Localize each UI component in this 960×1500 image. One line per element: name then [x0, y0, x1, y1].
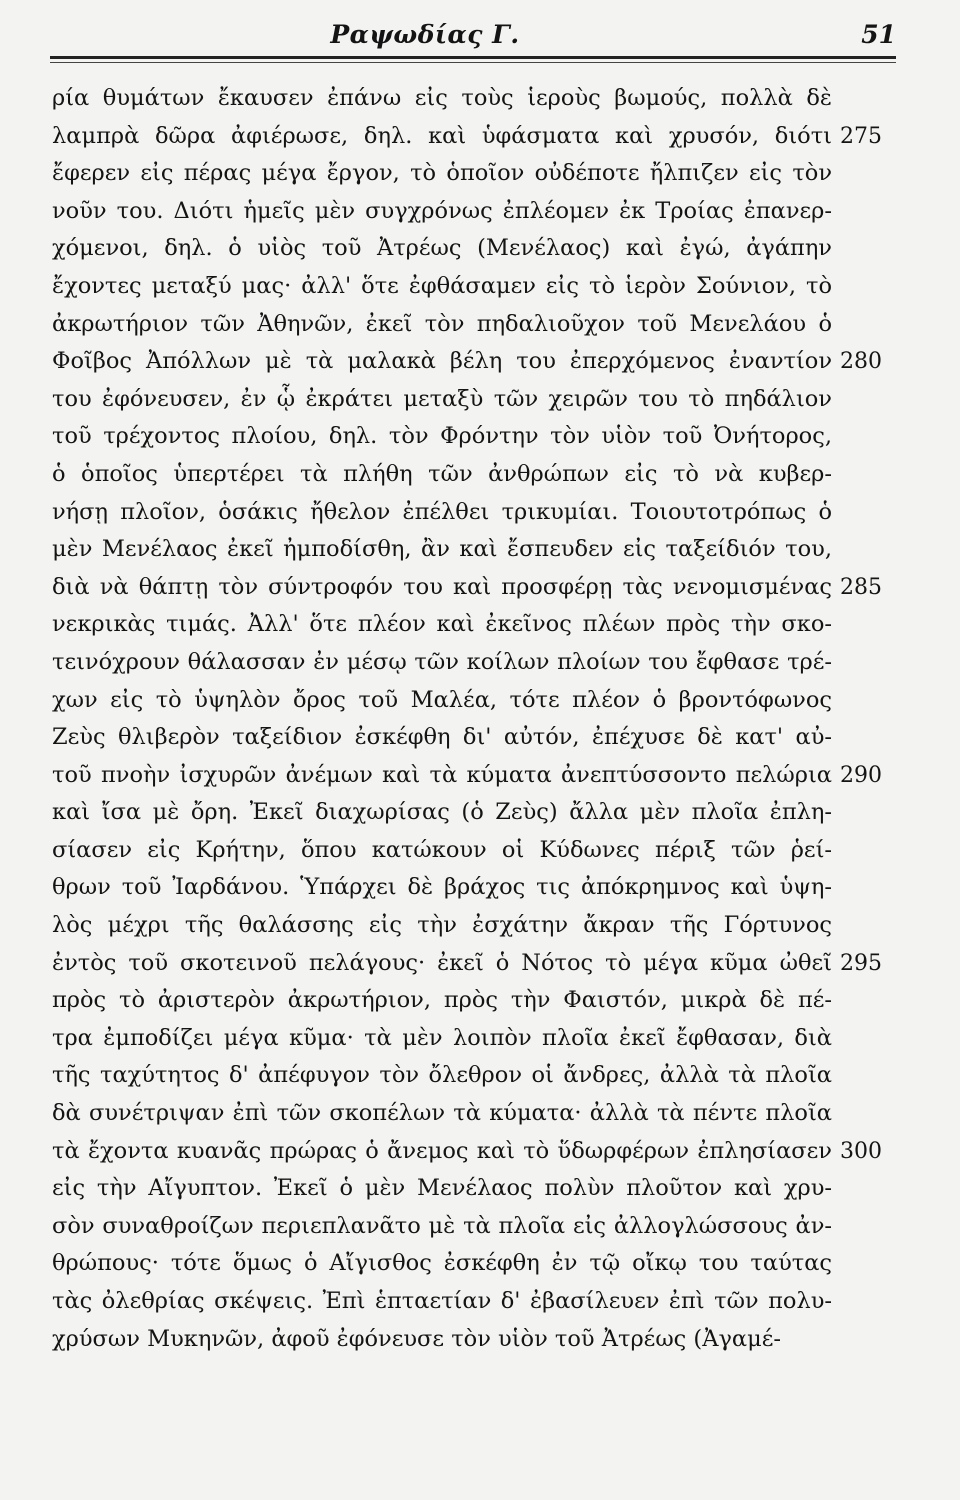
verse-line-number: 290	[840, 762, 882, 788]
text-line: τὰς ὀλεθρίας σκέψεις. Ἐπὶ ἑπταετίαν δ' ἐβασίλευεν ἐπὶ τῶν πολυ-	[52, 1288, 832, 1314]
verse-line-number: 285	[840, 574, 882, 600]
header-rule-thin	[50, 62, 896, 63]
text-line: ὁ ὁποῖος ὑπερτέρει τὰ πλήθη τῶν ἀνθρώπων εἰς τὸ νὰ κυβερ-	[52, 460, 832, 487]
verse-line-number: 300	[840, 1138, 882, 1164]
page-header	[50, 14, 896, 54]
text-line: τῆς ταχύτητος δ' ἀπέφυγον τὸν ὄλεθρον οἱ ἄνδρες, ἀλλὰ τὰ πλοῖα	[52, 1062, 832, 1089]
text-line: πρὸς τὸ ἀριστερὸν ἀκρωτήριον, πρὸς τὴν Φαιστόν, μικρὰ δὲ πέ-	[52, 987, 832, 1014]
text-line: ἀκρωτήριον τῶν Ἀθηνῶν, ἐκεῖ τὸν πηδαλιοῦχον τοῦ Μενελάου ὁ	[52, 310, 832, 337]
text-line: τοῦ πνοὴν ἰσχυρῶν ἀνέμων καὶ τὰ κύματα ἀνεπτύσσοντο πελώρια	[52, 761, 832, 788]
text-line: μὲν Μενέλαος ἐκεῖ ἠμποδίσθη, ἂν καὶ ἔσπευδεν εἰς ταξείδιόν του,	[52, 536, 832, 563]
text-line: τοῦ τρέχοντος πλοίου, δηλ. τὸν Φρόντην τὸν υἱὸν τοῦ Ὀνήτορος,	[52, 423, 832, 450]
text-line: σίασεν εἰς Κρήτην, ὅπου κατώκουν οἱ Κύδωνες πέριξ τῶν ῥεί-	[52, 836, 832, 863]
text-line: δὰ συνέτριψαν ἐπὶ τῶν σκοπέλων τὰ κύματα· ἀλλὰ τὰ πέντε πλοῖα	[52, 1100, 832, 1127]
text-line: τὰ ἔχοντα κυανᾶς πρώρας ὁ ἄνεμος καὶ τὸ ὕδωρφέρων ἐπλησίασεν	[52, 1137, 832, 1164]
text-line: Φοῖβος Ἀπόλλων μὲ τὰ μαλακὰ βέλη του ἐπερχόμενος ἐναντίον	[52, 348, 832, 375]
text-line: λαμπρὰ δῶρα ἀφιέρωσε, δηλ. καὶ ὑφάσματα καὶ χρυσόν, διότι	[52, 122, 832, 149]
verse-line-number: 295	[840, 950, 882, 976]
page-number: 51	[861, 20, 896, 49]
text-line: ρία θυμάτων ἔκαυσεν ἐπάνω εἰς τοὺς ἱεροὺς βωμούς, πολλὰ δὲ	[52, 85, 832, 111]
text-line: θρώπους· τότε ὅμως ὁ Αἴγισθος ἐσκέφθη ἐν τῷ οἴκῳ του ταύτας	[52, 1250, 832, 1277]
text-line: χων εἰς τὸ ὑψηλὸν ὄρος τοῦ Μαλέα, τότε πλέον ὁ βροντόφωνος	[52, 686, 832, 713]
text-line: ἔφερεν εἰς πέρας μέγα ἔργον, τὸ ὁποῖον οὐδέποτε ἤλπιζεν εἰς τὸν	[52, 160, 832, 187]
verse-line-number: 280	[840, 349, 882, 375]
text-line: θρων τοῦ Ἰαρδάνου. Ὑπάρχει δὲ βράχος τις ἀπόκρημνος καὶ ὑψη-	[52, 874, 832, 901]
text-line: νοῦν του. Διότι ἡμεῖς μὲν συγχρόνως ἐπλέομεν ἐκ Τροίας ἐπανερ-	[52, 197, 832, 224]
header-rule	[50, 56, 896, 59]
text-line: ἔχοντες μεταξύ μας· ἀλλ' ὅτε ἐφθάσαμεν εἰς τὸ ἱερὸν Σούνιον, τὸ	[52, 272, 832, 299]
body-text	[52, 80, 832, 1358]
text-line: τρα ἐμποδίζει μέγα κῦμα· τὰ μὲν λοιπὸν πλοῖα ἐκεῖ ἔφθασαν, διὰ	[52, 1024, 832, 1051]
text-line: του ἐφόνευσεν, ἐν ᾧ ἐκράτει μεταξὺ τῶν χειρῶν του τὸ πηδάλιον	[52, 385, 832, 412]
verse-line-number: 275	[840, 123, 882, 149]
text-line: διὰ νὰ θάπτῃ τὸν σύντροφόν του καὶ προσφέρῃ τὰς νενομισμένας	[52, 573, 832, 600]
running-title: Ραψωδίας Γ.	[330, 20, 520, 49]
text-line: λὸς μέχρι τῆς θαλάσσης εἰς τὴν ἐσχάτην ἄκραν τῆς Γόρτυνος	[52, 912, 832, 939]
text-line: καὶ ἴσα μὲ ὄρη. Ἐκεῖ διαχωρίσας (ὁ Ζεὺς) ἄλλα μὲν πλοῖα ἐπλη-	[52, 799, 832, 826]
text-line: σὸν συναθροίζων περιεπλανᾶτο μὲ τὰ πλοῖα εἰς ἀλλογλώσσους ἀν-	[52, 1212, 832, 1239]
text-line: Ζεὺς θλιβερὸν ταξείδιον ἐσκέφθη δι' αὐτόν, ἐπέχυσε δὲ κατ' αὐ-	[52, 724, 832, 751]
text-line: εἰς τὴν Αἴγυπτον. Ἐκεῖ ὁ μὲν Μενέλαος πολὺν πλοῦτον καὶ χρυ-	[52, 1175, 832, 1202]
text-line: νεκρικὰς τιμάς. Ἀλλ' ὅτε πλέον καὶ ἐκεῖνος πλέων πρὸς τὴν σκο-	[52, 611, 832, 638]
text-line: χρύσων Μυκηνῶν, ἀφοῦ ἐφόνευσε τὸν υἱὸν τοῦ Ἀτρέως (Ἀγαμέ-	[52, 1325, 781, 1352]
text-line: νήσῃ πλοῖον, ὁσάκις ἤθελον ἐπέλθει τρικυμίαι. Τοιουτοτρόπως ὁ	[52, 498, 832, 525]
text-line: τεινόχρουν θάλασσαν ἐν μέσῳ τῶν κοίλων πλοίων του ἔφθασε τρέ-	[52, 648, 832, 675]
text-line: ἐντὸς τοῦ σκοτεινοῦ πελάγους· ἐκεῖ ὁ Νότος τὸ μέγα κῦμα ὠθεῖ	[52, 949, 832, 976]
text-line: χόμενοι, δηλ. ὁ υἱὸς τοῦ Ἀτρέως (Μενέλαος) καὶ ἐγώ, ἀγάπην	[52, 235, 832, 262]
